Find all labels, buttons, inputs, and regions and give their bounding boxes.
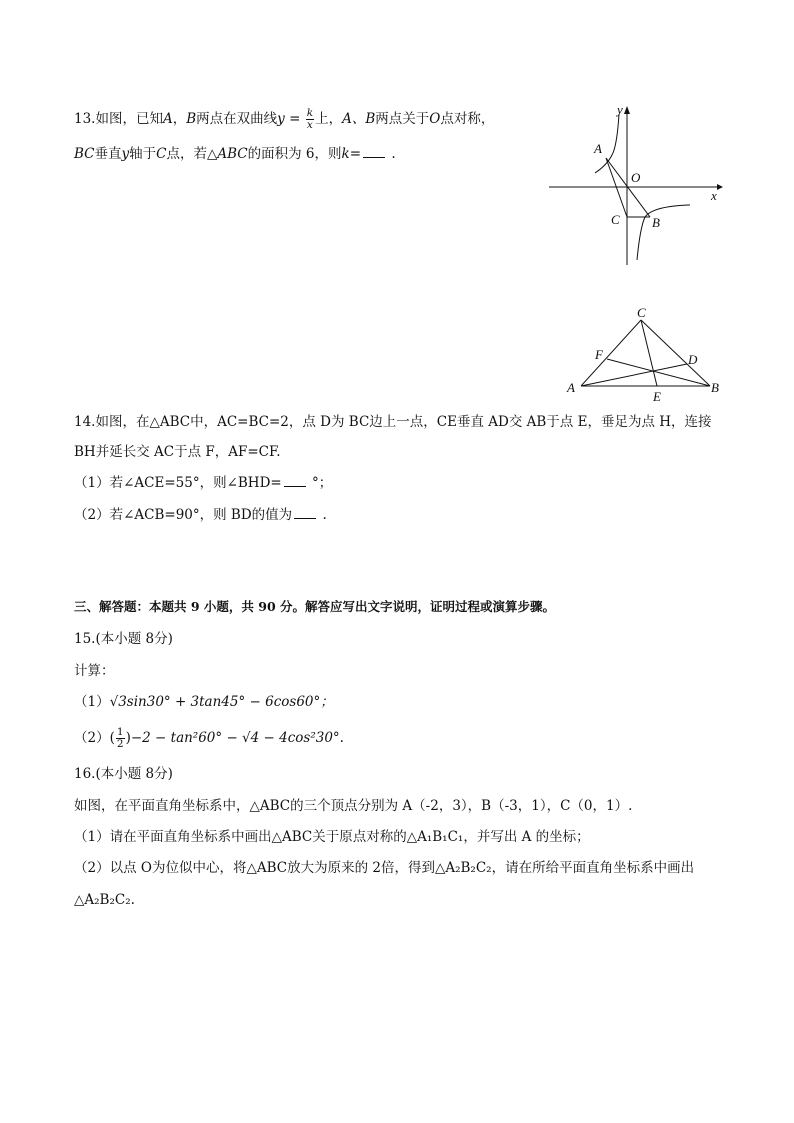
q13-text: A bbox=[162, 111, 173, 127]
answer-blank bbox=[284, 474, 306, 487]
q13-text: BC bbox=[74, 146, 95, 162]
q13-text: O bbox=[429, 111, 441, 127]
q14-part1-suffix: °； bbox=[307, 475, 333, 491]
label-B: B bbox=[652, 215, 660, 230]
y-axis-arrow bbox=[624, 106, 630, 114]
segment-CE bbox=[641, 320, 657, 386]
q13-text: . bbox=[387, 146, 396, 162]
frac-numerator: 1 bbox=[116, 726, 124, 738]
q13-text: 两点在双曲线 bbox=[196, 111, 278, 127]
q14-part2-text: （2）若∠ACB=90°，则 BD的值为 bbox=[74, 507, 293, 523]
q13-text: 轴于 bbox=[129, 146, 157, 162]
q15-part1 bbox=[74, 693, 334, 711]
section-heading: 三、解答题：本题共 9 小题，共 90 分。解答应写出文字说明，证明过程或演算步骤。 bbox=[74, 599, 556, 614]
q15-part2-label: （2） bbox=[74, 730, 110, 746]
answer-blank bbox=[363, 145, 385, 158]
q13-text: 上， bbox=[315, 111, 343, 127]
hyperbola-figure bbox=[545, 100, 725, 270]
segment-AD bbox=[581, 364, 687, 386]
label-D: D bbox=[688, 352, 698, 367]
label-F: F bbox=[595, 347, 603, 362]
q14-part2-suffix: . bbox=[318, 507, 327, 523]
q15-part2 bbox=[74, 727, 344, 750]
q13-text: C bbox=[156, 146, 167, 162]
q13-text: B bbox=[186, 111, 197, 127]
label-C: C bbox=[637, 305, 646, 320]
q13-text: 13.如图，已知 bbox=[74, 111, 163, 127]
q15-title: 15.(本小题 8分) bbox=[74, 631, 173, 647]
q13-text: = bbox=[349, 146, 362, 162]
label-E: E bbox=[653, 389, 661, 404]
answer-blank bbox=[294, 506, 316, 519]
fraction-one-half bbox=[116, 727, 125, 750]
q13-text: 两点关于 bbox=[375, 111, 430, 127]
q13-text: k bbox=[341, 146, 350, 162]
label-A: A bbox=[594, 141, 602, 156]
q13-text: ， bbox=[172, 111, 187, 127]
q13-line1 bbox=[74, 108, 494, 131]
formula-y: y bbox=[277, 111, 285, 127]
frac-denominator: 2 bbox=[116, 738, 124, 750]
segment-BC bbox=[641, 320, 710, 386]
q13-text: A、B bbox=[342, 111, 376, 127]
triangle-figure bbox=[560, 305, 730, 405]
q13-text: 垂直 bbox=[94, 146, 122, 162]
q15-part2-expression: −2 − tan²60° − √4 − 4cos²30°. bbox=[130, 730, 344, 746]
formula-eq: = bbox=[284, 111, 305, 127]
q16-line3: （2）以点 O为位似中心，将△ABC放大为原来的 2倍，得到△A₂B₂C₂，请在所给平面直角坐标系中画出 bbox=[74, 860, 695, 876]
q13-text: 点对称， bbox=[440, 111, 495, 127]
label-x: x bbox=[711, 188, 717, 203]
fraction-k-over-x bbox=[306, 108, 314, 131]
label-A: A bbox=[567, 380, 575, 395]
q13-text: y bbox=[121, 146, 130, 162]
q15-part1-expression: √3sin30° + 3tan45° − 6cos60°； bbox=[109, 694, 334, 710]
x-axis-arrow bbox=[717, 184, 723, 190]
q14-line1: 14.如图，在△ABC中，AC=BC=2，点 D为 BC边上一点，CE垂直 AD交 AB于点 E，垂足为点 H，连接 bbox=[74, 414, 712, 430]
frac-denominator: x bbox=[306, 119, 313, 131]
q13-line2 bbox=[74, 145, 396, 163]
q14-line2: BH并延长交 AC于点 F，AF=CF. bbox=[74, 444, 281, 460]
q16-line4: △A₂B₂C₂. bbox=[74, 892, 135, 908]
label-B: B bbox=[711, 380, 719, 395]
q14-part2 bbox=[74, 506, 327, 524]
q16-line2: （1）请在平面直角坐标系中画出△ABC关于原点对称的△A₁B₁C₁，并写出 A 的坐标； bbox=[74, 829, 590, 845]
q13-text: 点，若△ bbox=[166, 146, 218, 162]
label-y: y bbox=[617, 102, 623, 117]
segment-AC bbox=[581, 320, 641, 386]
label-C: C bbox=[611, 212, 620, 227]
frac-numerator: k bbox=[306, 107, 314, 119]
paren-close: ) bbox=[125, 730, 131, 746]
q14-part1-text: （1）若∠ACE=55°，则∠BHD= bbox=[74, 475, 282, 491]
q15-intro: 计算： bbox=[74, 663, 115, 679]
hyperbola-branch-lower bbox=[637, 205, 690, 260]
q15-part1-label: （1） bbox=[74, 694, 110, 710]
q13-text: 的面积为 6，则 bbox=[247, 146, 342, 162]
q16-title: 16.(本小题 8分) bbox=[74, 766, 173, 782]
paren-open: ( bbox=[109, 730, 115, 746]
q14-part1 bbox=[74, 474, 332, 492]
label-O: O bbox=[631, 170, 641, 185]
q16-line1: 如图，在平面直角坐标系中，△ABC的三个顶点分别为 A（-2，3），B（-3，1），C（0，1）. bbox=[74, 798, 633, 814]
q13-text: ABC bbox=[217, 146, 248, 162]
